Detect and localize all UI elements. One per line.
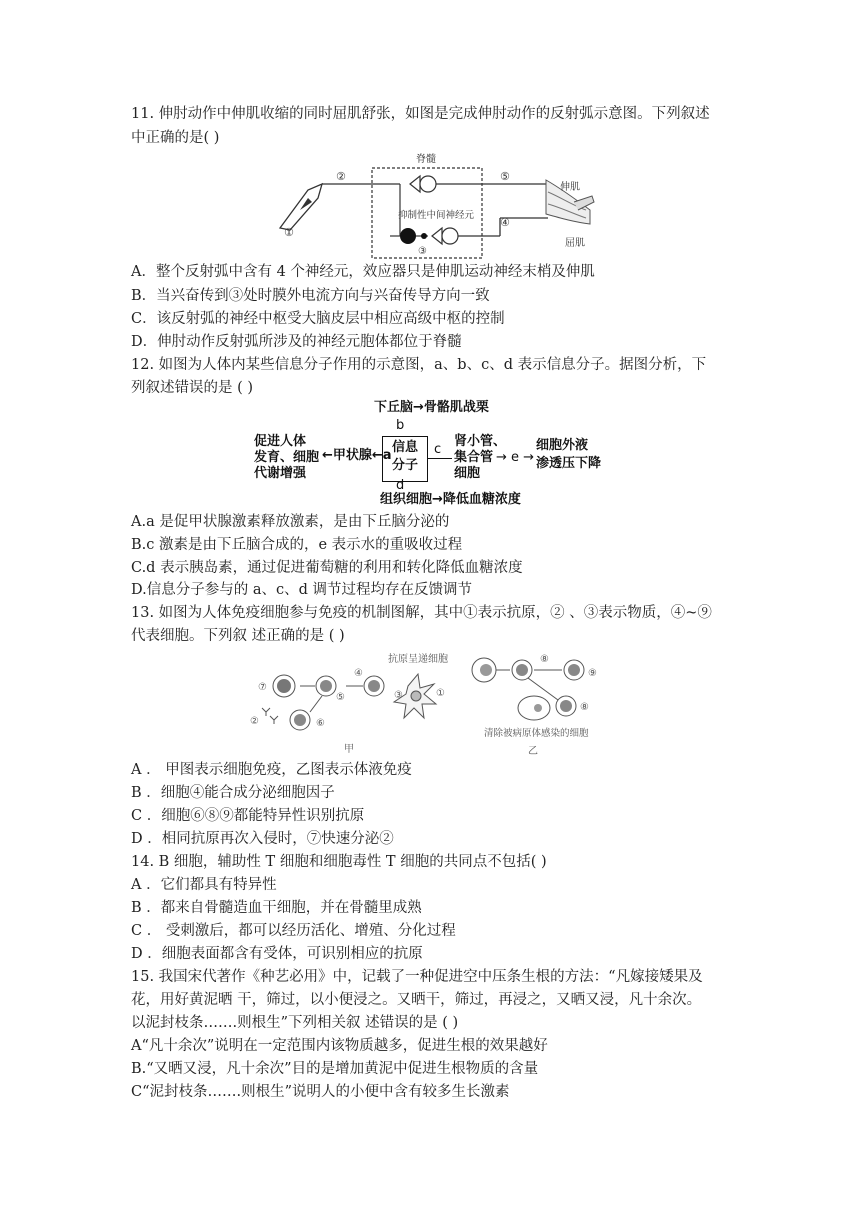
q14-option-d: D ．细胞表面都含有受体，可识别相应的抗原 — [131, 946, 423, 962]
label-extensor: 伸肌 — [560, 182, 580, 193]
fig12-kidney3: 细胞 — [454, 466, 481, 481]
label-apc: 抗原呈递细胞 — [388, 654, 448, 665]
label-n1a: ① — [436, 688, 445, 699]
label-n8a: ⑧ — [540, 654, 549, 665]
q14-option-b: B ．都来自骨髓造血干细胞，并在骨髓里成熟 — [131, 900, 422, 916]
fig12-d: d — [396, 478, 405, 493]
fig12-kidney1: 肾小管、 — [454, 434, 507, 449]
q13-option-c: C ．细胞⑥⑧⑨都能特异性识别抗原 — [131, 808, 365, 824]
q12-stem-line2: 列叙述错误的是 ( ) — [131, 380, 254, 396]
label-spinal: 脊髓 — [416, 154, 436, 165]
label-yi: 乙 — [528, 746, 538, 757]
label-n5: ⑤ — [500, 170, 510, 183]
fig12-arrow-c — [428, 458, 452, 459]
label-n6: ⑥ — [316, 718, 325, 729]
q13-stem-line1: 13. 如图为人体免疫细胞参与免疫的机制图解，其中①表示抗原，② 、③表示物质，④~⑨ — [131, 605, 712, 621]
q13-option-d: D ．相同抗原再次入侵时，⑦快速分泌② — [131, 831, 394, 847]
fig12-top: 下丘脑→骨骼肌战栗 — [374, 400, 489, 415]
label-n5: ⑤ — [336, 692, 345, 703]
fig12-thyroid: ←甲状腺←a — [322, 448, 392, 463]
label-clear: 清除被病原体感染的细胞 — [484, 728, 589, 739]
q12-stem-line1: 12. 如图为人体内某些信息分子作用的示意图，a、b、c、d 表示信息分子。据图分析，下 — [131, 357, 707, 373]
q11-stem-line2: 中正确的是( ) — [131, 130, 220, 146]
q12-option-b: B.c 激素是由下丘脑合成的，e 表示水的重吸收过程 — [131, 537, 463, 553]
label-n7: ⑦ — [258, 682, 267, 693]
q11-option-b: B．当兴奋传到③处时膜外电流方向与兴奋传导方向一致 — [131, 288, 490, 304]
label-n3: ③ — [418, 246, 427, 257]
fig12-right2: 渗透压下降 — [536, 456, 602, 471]
label-n1: ① — [284, 226, 294, 239]
q15-stem-line3: 以泥封枝条…….则根生”下列相关叙 述错误的是 ( ) — [131, 1015, 459, 1031]
q13-stem-line2: 代表细胞。下列叙 述正确的是 ( ) — [131, 628, 345, 644]
q11-option-c: C．该反射弧的神经中枢受大脑皮层中相应高级中枢的控制 — [131, 311, 505, 327]
q13-option-b: B ．细胞④能合成分泌细胞因子 — [131, 785, 335, 801]
q15-stem-line2: 花，用好黄泥晒 干，筛过，以小便浸之。又晒干，筛过，再浸之，又晒又浸，凡十余次。 — [131, 992, 702, 1008]
fig12-e: → e → — [496, 450, 535, 465]
fig12-bottom: 组织细胞→降低血糖浓度 — [380, 492, 521, 507]
q11-option-a: A．整个反射弧中含有 4 个神经元，效应器只是伸肌运动神经末梢及伸肌 — [131, 264, 595, 280]
q11-option-d: D．伸肘动作反射弧所涉及的神经元胞体都位于脊髓 — [131, 334, 462, 350]
q14-stem: 14. B 细胞，辅助性 T 细胞和细胞毒性 T 细胞的共同点不包括( ) — [131, 854, 547, 870]
q15-stem-line1: 15. 我国宋代著作《种艺必用》中，记载了一种促进空中压条生根的方法：“凡嫁接矮果及 — [131, 969, 703, 985]
reflex-arc-diagram — [278, 148, 598, 260]
label-flexor: 屈肌 — [565, 238, 585, 249]
label-n3: ③ — [394, 690, 403, 701]
q15-option-c: C“泥封枝条…….则根生”说明人的小便中含有较多生长激素 — [131, 1084, 510, 1100]
q15-option-a: A“凡十余次”说明在一定范围内该物质越多，促进生根的效果越好 — [131, 1038, 548, 1054]
fig12-c: c — [434, 442, 442, 457]
fig12-left2: 发育、细胞 — [254, 450, 320, 465]
fig12-b: b — [396, 418, 405, 433]
q14-option-c: C ． 受刺激后，都可以经历活化、增殖、分化过程 — [131, 923, 456, 939]
q11-stem-line1: 11. 伸肘动作中伸肌收缩的同时屈肌舒张，如图是完成伸肘动作的反射弧示意图。下列叙述 — [131, 106, 710, 122]
q15-option-b: B.“又晒又浸，凡十余次”目的是增加黄泥中促进生根物质的含量 — [131, 1061, 539, 1077]
fig12-right1: 细胞外液 — [536, 438, 589, 453]
q12-option-c: C.d 表示胰岛素，通过促进葡萄糖的利用和转化降低血糖浓度 — [131, 560, 523, 576]
fig12-center1: 信息 — [392, 440, 419, 455]
fig12-center2: 分子 — [392, 458, 419, 473]
label-jia: 甲 — [344, 744, 354, 755]
fig12-left1: 促进人体 — [254, 434, 307, 449]
label-n4: ④ — [354, 668, 363, 679]
label-n9: ⑨ — [588, 668, 597, 679]
receptor-shape — [280, 184, 322, 230]
q12-option-a: A.a 是促甲状腺激素释放激素，是由下丘脑分泌的 — [131, 514, 450, 530]
signal-molecule-diagram — [254, 398, 602, 508]
fig12-left3: 代谢增强 — [254, 466, 307, 481]
q14-option-a: A ．它们都具有特异性 — [131, 877, 277, 893]
immune-mechanism-diagram — [248, 646, 618, 758]
fig12-kidney2: 集合管 — [454, 450, 494, 465]
label-n2: ② — [250, 716, 259, 727]
label-n8b: ⑧ — [580, 702, 589, 713]
q13-option-a: A ． 甲图表示细胞免疫，乙图表示体液免疫 — [131, 762, 412, 778]
label-inhib: 抑制性中间神经元 — [398, 210, 475, 221]
label-n2: ② — [336, 170, 346, 183]
label-n4: ④ — [500, 216, 510, 229]
q12-option-d: D.信息分子参与的 a、c、d 调节过程均存在反馈调节 — [131, 582, 472, 598]
